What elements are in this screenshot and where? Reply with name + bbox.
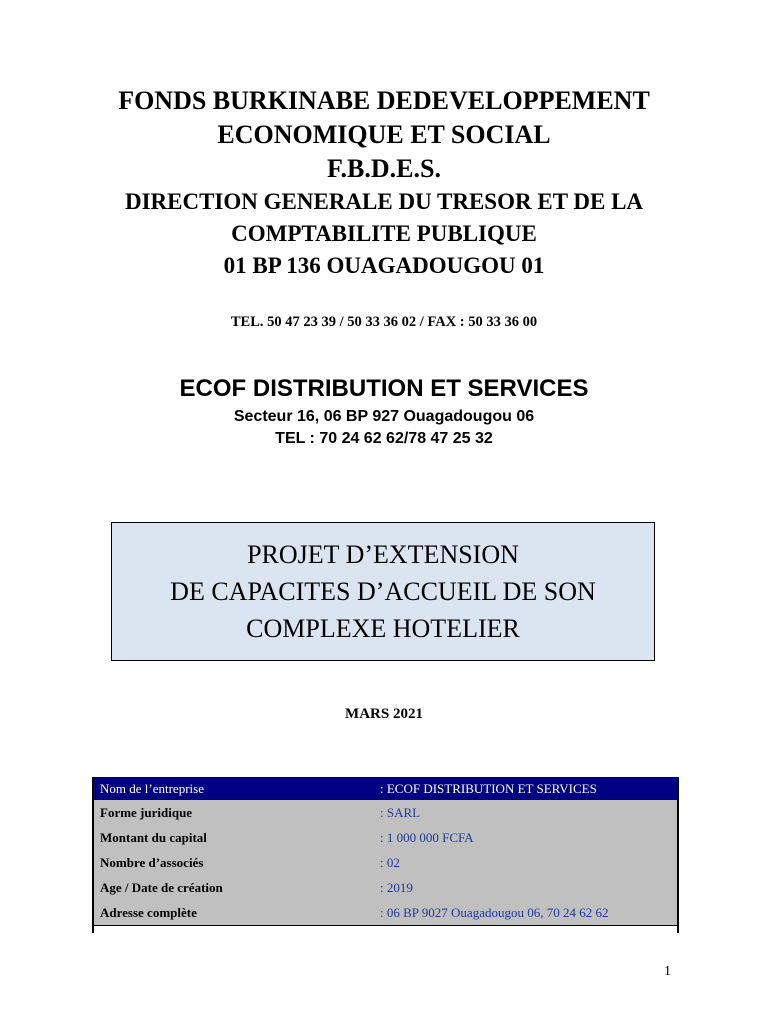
table-row: [92, 850, 678, 875]
header-line-3: F.B.D.E.S.: [327, 154, 441, 183]
table-value: : 1 000 000 FCFA: [372, 825, 678, 850]
header-line-6: 01 BP 136 OUAGADOUGOU 01: [223, 253, 545, 278]
company-name: ECOF DISTRIBUTION ET SERVICES: [179, 375, 589, 402]
company-block: [0, 372, 768, 450]
document-header: [0, 84, 768, 282]
table-value: : ECOF DISTRIBUTION ET SERVICES: [372, 777, 678, 800]
company-info-table: [92, 777, 678, 926]
company-tel: TEL : 70 24 62 62/78 47 25 32: [275, 430, 493, 447]
project-title-line-1: PROJET D’EXTENSION: [247, 540, 519, 569]
table-key: Forme juridique: [92, 800, 372, 825]
header-line-1: FONDS BURKINABE DEDEVELOPPEMENT: [118, 86, 650, 115]
project-title-line-3: COMPLEXE HOTELIER: [246, 614, 520, 643]
project-title-box: [111, 522, 655, 661]
table-row: [92, 875, 678, 900]
table-key: Nom de l’entreprise: [92, 777, 372, 800]
table-value: : 02: [372, 850, 678, 875]
company-address: Secteur 16, 06 BP 927 Ouagadougou 06: [233, 408, 535, 425]
table-key: Age / Date de création: [92, 875, 372, 900]
table-row: [92, 800, 678, 825]
table-value: : SARL: [372, 800, 678, 825]
table-key: Adresse complète: [92, 900, 372, 926]
header-line-5: COMPTABILITE PUBLIQUE: [231, 221, 537, 246]
table-right-border: [677, 777, 679, 933]
header-line-4: DIRECTION GENERALE DU TRESOR ET DE LA: [124, 189, 644, 214]
table-value: : 2019: [372, 875, 678, 900]
table-row: [92, 825, 678, 850]
table-value: : 06 BP 9027 Ouagadougou 06, 70 24 62 62: [372, 900, 678, 926]
project-title-line-2: DE CAPACITES D’ACCUEIL DE SON: [170, 577, 596, 606]
table-key: Montant du capital: [92, 825, 372, 850]
page-number: 1: [664, 964, 671, 979]
table-row: [92, 777, 678, 800]
table-left-border: [92, 777, 94, 933]
document-date: MARS 2021: [345, 706, 423, 722]
table-row: [92, 900, 678, 926]
header-contact: TEL. 50 47 23 39 / 50 33 36 02 / FAX : 50 33 36 00: [230, 314, 538, 330]
header-line-2: ECONOMIQUE ET SOCIAL: [217, 120, 551, 149]
table-key: Nombre d’associés: [92, 850, 372, 875]
